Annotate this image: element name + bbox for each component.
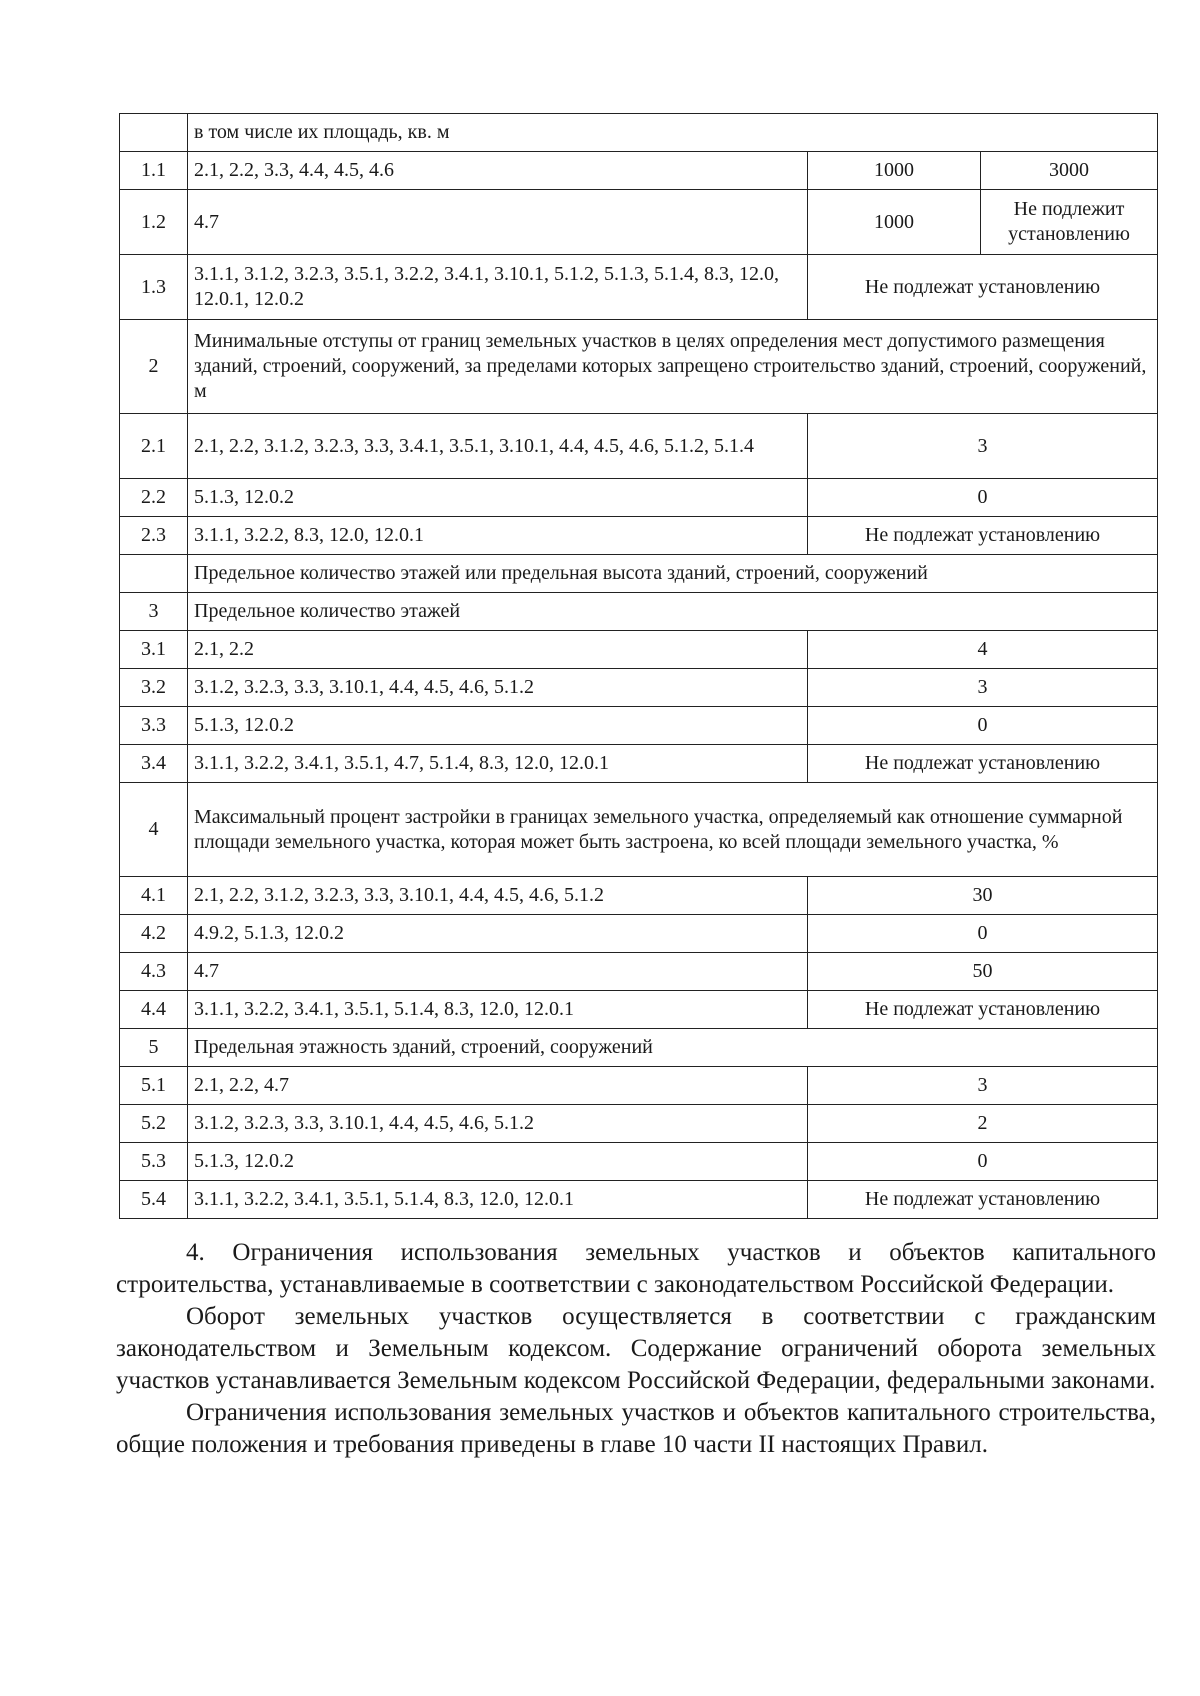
row-number: 5.1 bbox=[120, 1067, 188, 1105]
use-codes: 3.1.1, 3.2.2, 3.4.1, 3.5.1, 4.7, 5.1.4, 8.3, 12.0, 12.0.1 bbox=[188, 745, 808, 783]
table-row bbox=[120, 783, 1158, 877]
row-number: 5.3 bbox=[120, 1143, 188, 1181]
row-number: 3 bbox=[120, 593, 188, 631]
use-codes: 4.7 bbox=[188, 190, 808, 255]
table-row bbox=[120, 953, 1158, 991]
table-row bbox=[120, 877, 1158, 915]
row-number: 5.2 bbox=[120, 1105, 188, 1143]
body-text bbox=[116, 1237, 1156, 1461]
table-row bbox=[120, 1029, 1158, 1067]
use-codes: 2.1, 2.2, 3.1.2, 3.2.3, 3.3, 3.10.1, 4.4, 4.5, 4.6, 5.1.2 bbox=[188, 877, 808, 915]
row-number: 2 bbox=[120, 320, 188, 414]
use-codes: 2.1, 2.2 bbox=[188, 631, 808, 669]
row-value: 30 bbox=[808, 877, 1158, 915]
table-row bbox=[120, 114, 1158, 152]
row-value: 0 bbox=[808, 707, 1158, 745]
row-value: 50 bbox=[808, 953, 1158, 991]
row-number: 1.2 bbox=[120, 190, 188, 255]
row-number: 1.1 bbox=[120, 152, 188, 190]
use-codes: 3.1.1, 3.2.2, 3.4.1, 3.5.1, 5.1.4, 8.3, 12.0, 12.0.1 bbox=[188, 991, 808, 1029]
table-row bbox=[120, 593, 1158, 631]
table-row bbox=[120, 479, 1158, 517]
row-number: 5 bbox=[120, 1029, 188, 1067]
row-number: 2.1 bbox=[120, 414, 188, 479]
use-codes: 3.1.2, 3.2.3, 3.3, 3.10.1, 4.4, 4.5, 4.6, 5.1.2 bbox=[188, 669, 808, 707]
max-value: 3000 bbox=[981, 152, 1158, 190]
table-row bbox=[120, 414, 1158, 479]
table-row bbox=[120, 517, 1158, 555]
row-value: 3 bbox=[808, 1067, 1158, 1105]
row-number: 3.3 bbox=[120, 707, 188, 745]
table-row bbox=[120, 745, 1158, 783]
row-number: 3.2 bbox=[120, 669, 188, 707]
row-value: Не подлежат установлению bbox=[808, 255, 1158, 320]
section-heading: 4. Ограничения использования земельных участков и объектов капитального строительства, устанавливаемые в соответствии с законодательством Российской Федерации. bbox=[116, 1239, 1156, 1298]
min-value: 1000 bbox=[808, 152, 981, 190]
table-row bbox=[120, 631, 1158, 669]
use-codes: 5.1.3, 12.0.2 bbox=[188, 707, 808, 745]
row-header-text: Предельное количество этажей или предельная высота зданий, строений, сооружений bbox=[188, 555, 1158, 593]
row-number: 1.3 bbox=[120, 255, 188, 320]
row-value: Не подлежат установлению bbox=[808, 991, 1158, 1029]
row-number: 3.1 bbox=[120, 631, 188, 669]
use-codes: 3.1.1, 3.2.2, 8.3, 12.0, 12.0.1 bbox=[188, 517, 808, 555]
table-row bbox=[120, 190, 1158, 255]
use-codes: 2.1, 2.2, 3.1.2, 3.2.3, 3.3, 3.4.1, 3.5.1, 3.10.1, 4.4, 4.5, 4.6, 5.1.2, 5.1.4 bbox=[188, 414, 808, 479]
table-row bbox=[120, 915, 1158, 953]
table-row bbox=[120, 669, 1158, 707]
row-number bbox=[120, 114, 188, 152]
row-number: 4.4 bbox=[120, 991, 188, 1029]
table-row bbox=[120, 320, 1158, 414]
table-row bbox=[120, 991, 1158, 1029]
row-header-text: Предельная этажность зданий, строений, сооружений bbox=[188, 1029, 1158, 1067]
row-number: 4 bbox=[120, 783, 188, 877]
use-codes: 5.1.3, 12.0.2 bbox=[188, 479, 808, 517]
regulations-table bbox=[119, 113, 1158, 1219]
table-row bbox=[120, 1143, 1158, 1181]
table-row bbox=[120, 1105, 1158, 1143]
row-number: 4.3 bbox=[120, 953, 188, 991]
min-value: 1000 bbox=[808, 190, 981, 255]
use-codes: 2.1, 2.2, 4.7 bbox=[188, 1067, 808, 1105]
use-codes: 2.1, 2.2, 3.3, 4.4, 4.5, 4.6 bbox=[188, 152, 808, 190]
row-number: 2.3 bbox=[120, 517, 188, 555]
row-number: 2.2 bbox=[120, 479, 188, 517]
row-value: 0 bbox=[808, 915, 1158, 953]
row-header-text: Минимальные отступы от границ земельных участков в целях определения мест допустимого размещения зданий, строений, сооружений, за пределами которых запрещено строительство зданий, строений, сооружений, м bbox=[188, 320, 1158, 414]
max-value: Не подлежит установлению bbox=[981, 190, 1158, 255]
table-row bbox=[120, 1067, 1158, 1105]
use-codes: 3.1.2, 3.2.3, 3.3, 3.10.1, 4.4, 4.5, 4.6, 5.1.2 bbox=[188, 1105, 808, 1143]
table-row bbox=[120, 555, 1158, 593]
row-value: Не подлежат установлению bbox=[808, 745, 1158, 783]
row-number: 4.2 bbox=[120, 915, 188, 953]
use-codes: 4.9.2, 5.1.3, 12.0.2 bbox=[188, 915, 808, 953]
table-row bbox=[120, 1181, 1158, 1219]
row-header-text: Максимальный процент застройки в границах земельного участка, определяемый как отношение суммарной площади земельного участка, которая может быть застроена, ко всей площади земельного участка, % bbox=[188, 783, 1158, 877]
row-header-text: в том числе их площадь, кв. м bbox=[188, 114, 1158, 152]
paragraph: Ограничения использования земельных участков и объектов капитального строительства, общие положения и требования приведены в главе 10 части II настоящих Правил. bbox=[116, 1399, 1156, 1458]
row-value: 0 bbox=[808, 1143, 1158, 1181]
row-number: 3.4 bbox=[120, 745, 188, 783]
use-codes: 3.1.1, 3.1.2, 3.2.3, 3.5.1, 3.2.2, 3.4.1, 3.10.1, 5.1.2, 5.1.3, 5.1.4, 8.3, 12.0, 12.0.1, 12.0.2 bbox=[188, 255, 808, 320]
table-row bbox=[120, 255, 1158, 320]
row-value: 4 bbox=[808, 631, 1158, 669]
row-value: 0 bbox=[808, 479, 1158, 517]
row-number: 4.1 bbox=[120, 877, 188, 915]
use-codes: 3.1.1, 3.2.2, 3.4.1, 3.5.1, 5.1.4, 8.3, 12.0, 12.0.1 bbox=[188, 1181, 808, 1219]
row-number bbox=[120, 555, 188, 593]
table-row bbox=[120, 707, 1158, 745]
row-number: 5.4 bbox=[120, 1181, 188, 1219]
use-codes: 4.7 bbox=[188, 953, 808, 991]
row-value: 3 bbox=[808, 414, 1158, 479]
table-row bbox=[120, 152, 1158, 190]
row-value: 2 bbox=[808, 1105, 1158, 1143]
row-value: 3 bbox=[808, 669, 1158, 707]
paragraph: Оборот земельных участков осуществляется в соответствии с гражданским законодательством и Земельным кодексом. Содержание ограничений оборота земельных участков устанавливается Земельным кодексом Российской Федерации, федеральными законами. bbox=[116, 1303, 1156, 1394]
row-header-text: Предельное количество этажей bbox=[188, 593, 1158, 631]
row-value: Не подлежат установлению bbox=[808, 1181, 1158, 1219]
use-codes: 5.1.3, 12.0.2 bbox=[188, 1143, 808, 1181]
row-value: Не подлежат установлению bbox=[808, 517, 1158, 555]
